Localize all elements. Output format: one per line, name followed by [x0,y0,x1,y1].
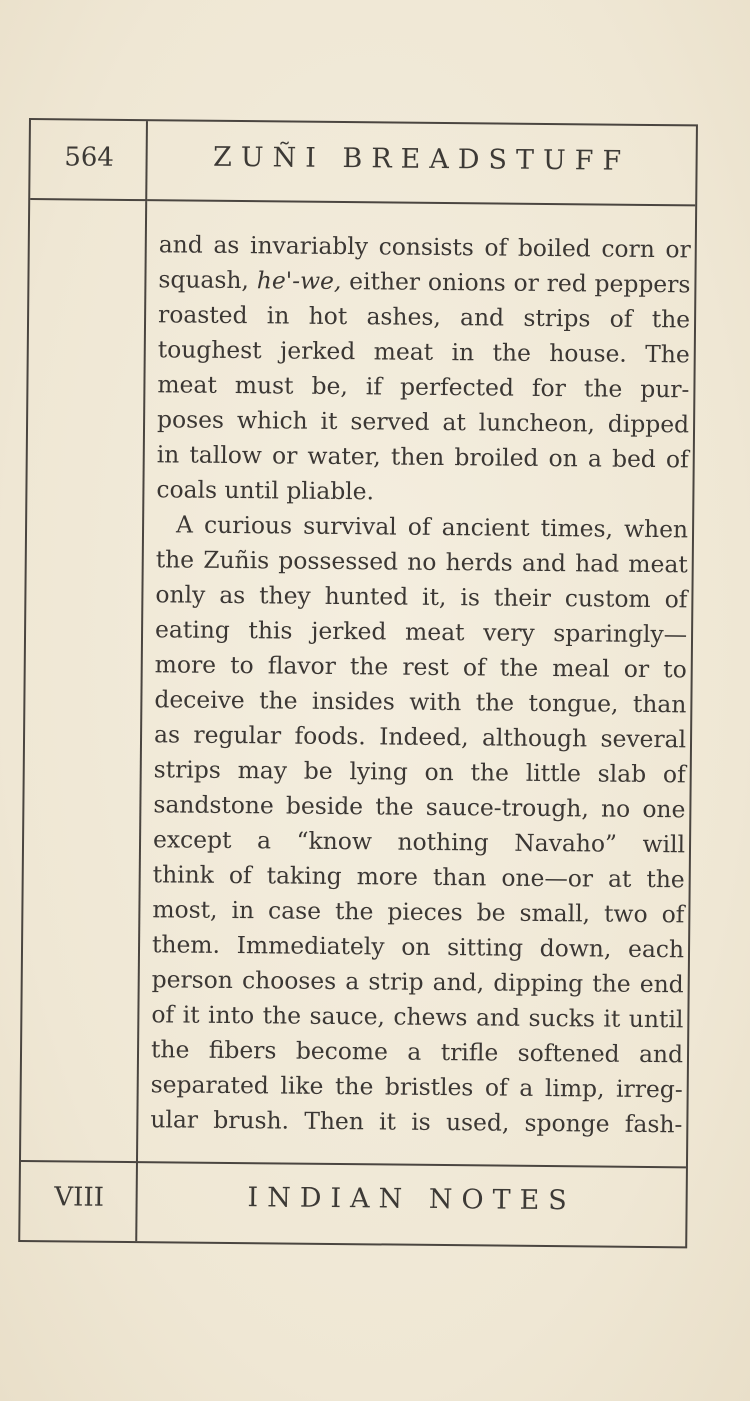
text-line: coals until pliable. [156,475,375,506]
footer-title-cell [137,1161,686,1246]
text-line: only as they hunted it, is their custom of [155,580,688,614]
text-line: A curious survival of ancient times, when [175,510,689,544]
footer-volume-cell [20,1160,138,1241]
running-head: ZUÑI BREADSTUFF [212,141,631,177]
header-title-cell [147,121,696,206]
header-number-cell [30,120,148,201]
text-line: eating this jerked meat very sparingly— [154,615,688,649]
text-line: deceive the insides with the tongue, than [154,685,687,719]
text-line: poses which it served at luncheon, dipped [156,405,690,439]
text-line: meat must be, if perfected for the pur- [157,370,690,404]
text-line: sandstone beside the sauce-trough, no one [153,790,686,824]
text-line: person chooses a strip and, dipping the end [151,965,684,999]
series-title: INDIAN NOTES [247,1182,576,1217]
paragraph-1 [156,227,691,512]
text-line: roasted in hot ashes, and strips of the [157,300,691,334]
text-line: most, in case the pieces be small, two of [152,895,685,929]
page-frame [18,118,698,1248]
text-line: except a “know nothing Navaho” will [152,825,686,859]
zuni-term: he'-we, [256,266,342,296]
volume-number: VIII [54,1182,105,1213]
text-line: and as invariably consists of boiled corn or [158,230,691,264]
text-line: ular brush. Then it is used, sponge fash- [150,1105,683,1139]
text-line: as regular foods. Indeed, although several [153,720,687,754]
text-line: toughest jerked meat in the house. The [157,335,690,369]
paragraph-2 [150,507,688,1142]
text-line: separated like the bristles of a limp, irreg- [150,1070,683,1104]
text-line: them. Immediately on sitting down, each [151,930,685,964]
text-line: strips may be lying on the little slab of [153,755,686,789]
text-column [138,201,695,1166]
text-line: squash, he'-we, either onions or red peppers [158,265,691,299]
text-line: in tallow or water, then broiled on a bed of [156,440,689,474]
text-line: the fibers become a trifle softened and [150,1035,684,1069]
page-number: 564 [64,142,115,173]
text-line: of it into the sauce, chews and sucks it until [151,1000,684,1034]
text-line: think of taking more than one—or at the [152,860,685,894]
text-line: the Zuñis possessed no herds and had meat [155,545,688,579]
left-margin-column [21,200,147,1161]
text-line: more to flavor the rest of the meal or to [154,650,687,684]
